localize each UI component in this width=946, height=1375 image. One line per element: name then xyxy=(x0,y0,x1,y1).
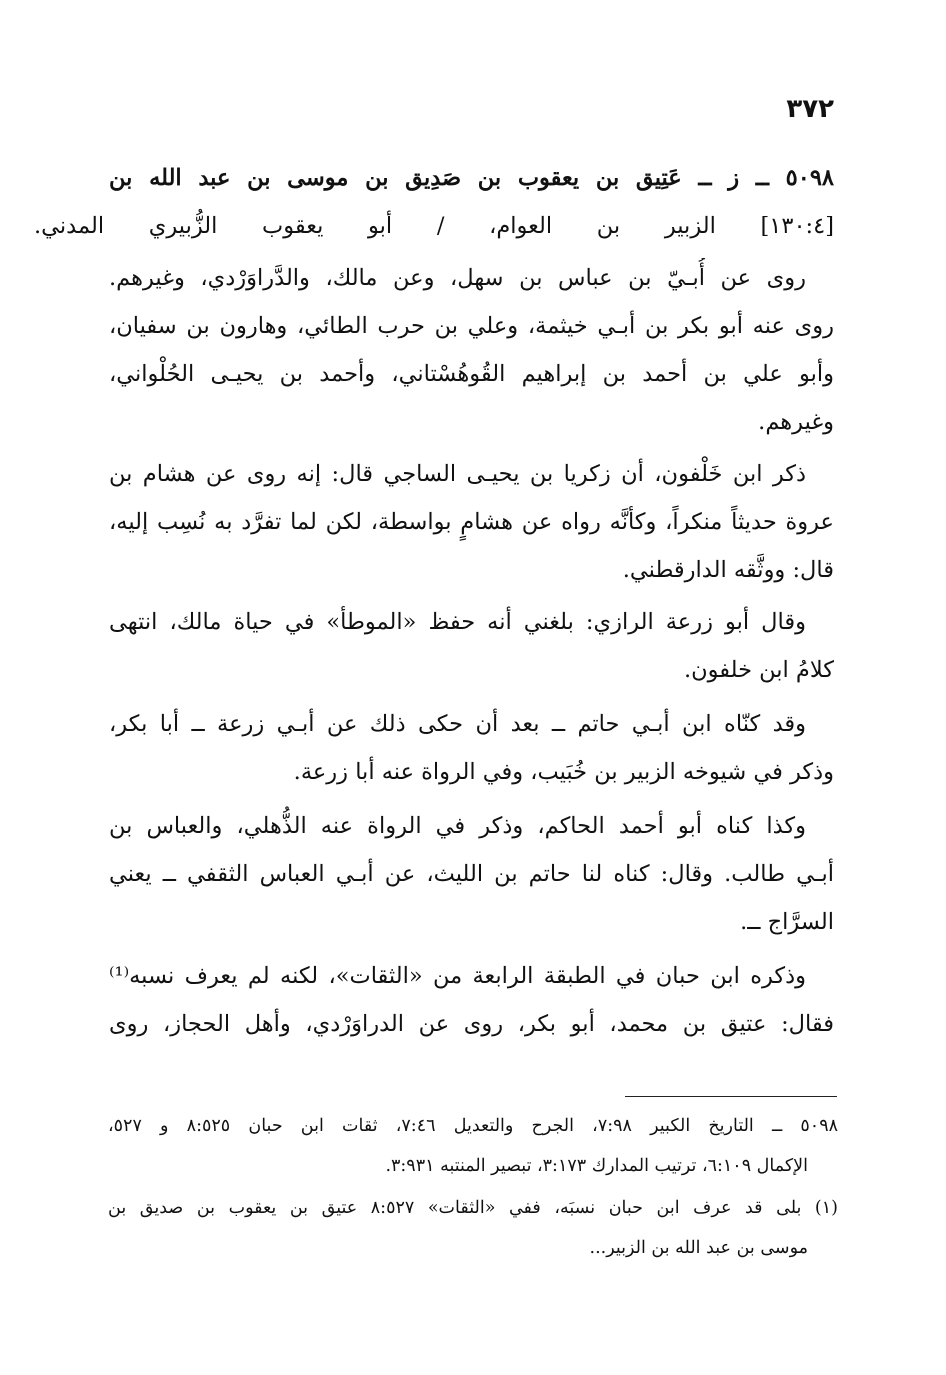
paragraph-1-line-2: روى عنه أبو بكر بن أبـي خيثمة، وعلي بن حرب الطائي، وهارون بن سفيان، xyxy=(109,313,834,339)
paragraph-4-line-1: وقد كنّاه ابن أبـي حاتم ــ بعد أن حكى ذلك عن أبـي زرعة ــ أبا بكر، xyxy=(109,711,806,737)
footnote-sources-line-2: الإكمال ٦:١٠٩، ترتيب المدارك ٣:١٧٣، تبصير المنتبه ٣:٩٣١. xyxy=(385,1156,808,1176)
paragraph-2-line-1: ذكر ابن خَلْفون، أن زكريا بن يحيـى الساجي قال: إنه روى عن هشام بن xyxy=(109,461,806,487)
paragraph-2-line-3: قال: ووثَّقه الدارقطني. xyxy=(622,557,834,583)
paragraph-2-line-2: عروة حديثاً منكراً، وكأنَّه رواه عن هشامٍ بواسطة، لكن لما تفرَّد به نُسِب إليه، xyxy=(109,509,834,535)
page-number: ٣٧٢ xyxy=(786,94,834,124)
footnote-1-line-1: (١) بلى قد عرف ابن حبان نسبَه، ففي «الثقات» ٨:٥٢٧ عتيق بن يعقوب بن صديق بن xyxy=(108,1198,838,1218)
paragraph-1-line-4: وغيرهم. xyxy=(758,409,834,435)
paragraph-5-line-3: السرَّاج ــ. xyxy=(740,909,834,935)
footnote-1-line-2: موسى بن عبد الله بن الزبير... xyxy=(589,1238,808,1258)
entry-title-line-1: ٥٠٩٨ ــ ز ــ عَتِيق بن يعقوب بن صَدِيق بن موسى بن عبد الله بن xyxy=(109,165,834,191)
paragraph-4-line-2: وذكر في شيوخه الزبير بن خُبَيب، وفي الرواة عنه أبا زرعة. xyxy=(293,759,834,785)
paragraph-1-line-1: روى عن أُبـيّ بن عباس بن سهل، وعن مالك، والدَّراوَرْدي، وغيرهم. xyxy=(109,265,806,291)
paragraph-1-line-3: وأبو علي بن أحمد بن إبراهيم القُوهُسْتاني، وأحمد بن يحيـى الحُلْواني، xyxy=(109,361,834,387)
paragraph-3-line-1: وقال أبو زرعة الرازي: بلغني أنه حفظ «الموطأ» في حياة مالك، انتهى xyxy=(109,609,806,635)
paragraph-6-line-1: وذكره ابن حبان في الطبقة الرابعة من «الثقات»، لكنه لم يعرف نسبه⁽¹⁾ xyxy=(109,963,806,989)
paragraph-3-line-2: كلامُ ابن خلفون. xyxy=(683,657,834,683)
paragraph-6-line-2: فقال: عتيق بن محمد، أبو بكر، روى عن الدراوَرْدي، وأهل الحجاز، روى xyxy=(109,1011,834,1037)
footnote-sources-line-1: ٥٠٩٨ ــ التاريخ الكبير ٧:٩٨، الجرح والتعديل ٧:٤٦، ثقات ابن حبان ٨:٥٢٥ و ٥٢٧، xyxy=(108,1116,838,1136)
footnote-separator xyxy=(625,1096,837,1097)
entry-title-line-2: [١٣٠:٤] الزبير بن العوام، / أبو يعقوب الزُّبيري المدني. xyxy=(34,213,834,239)
paragraph-5-line-2: أبـي طالب. وقال: كناه لنا حاتم بن الليث، عن أبـي العباس الثقفي ــ يعني xyxy=(109,861,834,887)
paragraph-5-line-1: وكذا كناه أبو أحمد الحاكم، وذكر في الرواة عنه الذُّهلي، والعباس بن xyxy=(109,813,806,839)
